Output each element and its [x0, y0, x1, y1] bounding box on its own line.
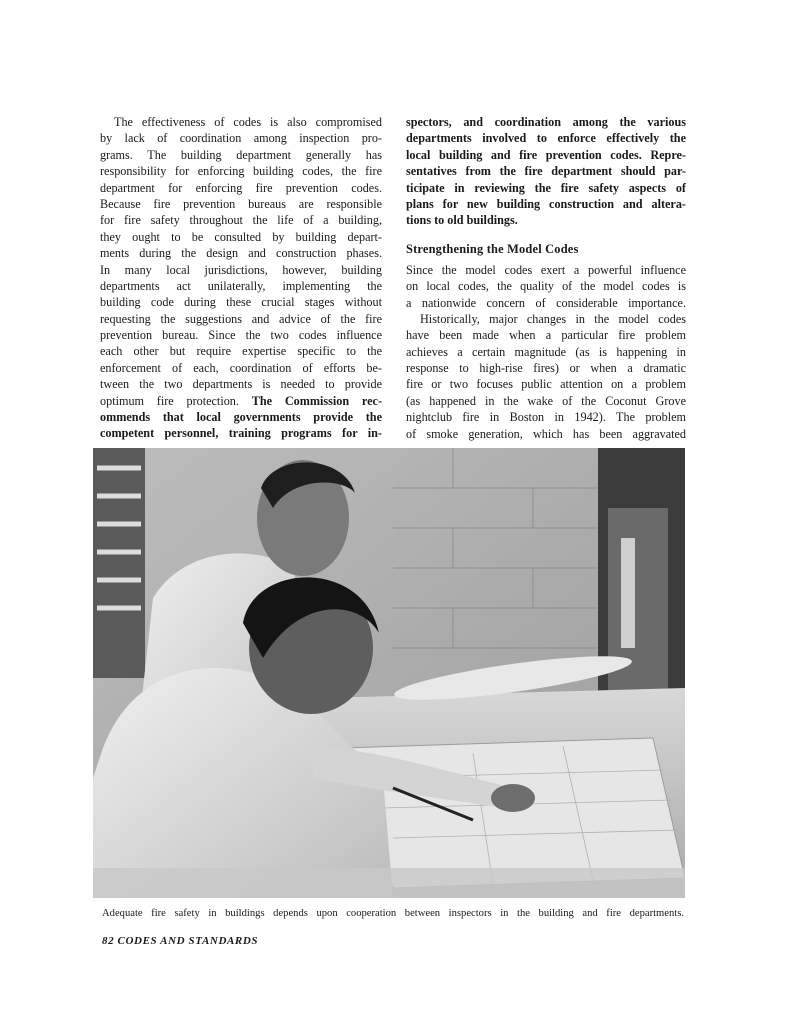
text-line: departments act unilaterally, implementing the: [100, 278, 382, 293]
text-line: each other but require expertise specific to the: [100, 344, 382, 359]
recommendation-line: ommends that local governments provide the: [100, 410, 382, 425]
photo-caption: Adequate fire safety in buildings depends upon cooperation between inspectors in the building and fire departments.: [102, 908, 684, 919]
text-line: Because fire prevention bureaus are responsible: [100, 196, 382, 211]
recommendation-line: ticipate in reviewing the fire safety aspects of: [406, 180, 686, 195]
recommendation-line: plans for new building construction and altera-: [406, 196, 686, 211]
cabinet-binder: [621, 538, 635, 648]
text-line: enforcement of each, coordination of efforts be-: [100, 360, 382, 375]
text-line: Historically, major changes in the model codes: [420, 311, 686, 326]
text-line: of smoke generation, which has been aggravated: [406, 426, 686, 441]
text-line: requesting the suggestions and advice of the fire: [100, 311, 382, 326]
recommendation-start: The Commission rec-: [251, 393, 383, 408]
recommendation-line: sentatives from the fire department should par-: [406, 164, 686, 179]
inspectors-photo: [93, 448, 685, 898]
text-line: building code during these crucial stages without: [100, 295, 382, 310]
text-line: ments during the design and construction phases.: [100, 246, 382, 261]
text-line: fire or two focuses public attention on a problem: [406, 377, 686, 392]
text-line: prevention bureau. Since the two codes influence: [100, 328, 382, 343]
left-shelf: [93, 448, 145, 678]
recommendation-line: departments involved to enforce effectively the: [406, 131, 686, 146]
text-line: department for enforcing fire prevention codes.: [100, 180, 382, 195]
text-line-mixed: [100, 393, 382, 409]
text-line: have been made when a particular fire problem: [406, 328, 686, 343]
page-footer: 82 CODES AND STANDARDS: [102, 935, 259, 947]
text-line: (as happened in the wake of the Coconut Grove: [406, 393, 686, 408]
text-line: nightclub fire in Boston in 1942). The problem: [406, 410, 686, 425]
text-line: grams. The building department generally has: [100, 147, 382, 162]
text-line: The effectiveness of codes is also compromised: [114, 115, 382, 129]
recommendation-line: tions to old buildings.: [406, 213, 518, 228]
text-line: a nationwide concern of considerable importance.: [406, 295, 686, 310]
text-line: on local codes, the quality of the model codes is: [406, 279, 686, 294]
text-line: for fire safety throughout the life of a building,: [100, 213, 382, 228]
text-line: they ought to be consulted by building depart-: [100, 229, 382, 244]
recommendation-line: local building and fire prevention codes. Repre-: [406, 147, 686, 162]
text-line: Since the model codes exert a powerful influence: [406, 262, 686, 277]
photo-illustration: [93, 448, 685, 898]
text-line: tween the two departments is needed to provide: [100, 377, 382, 392]
section-heading: Strengthening the Model Codes: [406, 241, 579, 256]
left-text-column: [100, 114, 382, 442]
text-normal-part: optimum fire protection.: [100, 393, 239, 408]
hand: [491, 784, 535, 812]
text-line: by lack of coordination among inspection pro-: [100, 131, 382, 146]
text-line: responsibility for enforcing building codes, the fire: [100, 164, 382, 179]
text-line: In many local jurisdictions, however, building: [100, 262, 382, 277]
right-text-column: [406, 114, 686, 442]
text-line: response to high-rise fires) or when a dramatic: [406, 361, 686, 376]
photo-bottom-edge: [93, 868, 685, 898]
recommendation-line: competent personnel, training programs for in-: [100, 426, 382, 441]
recommendation-line: spectors, and coordination among the various: [406, 115, 686, 129]
text-line: achieves a certain magnitude (as is happening in: [406, 344, 686, 359]
